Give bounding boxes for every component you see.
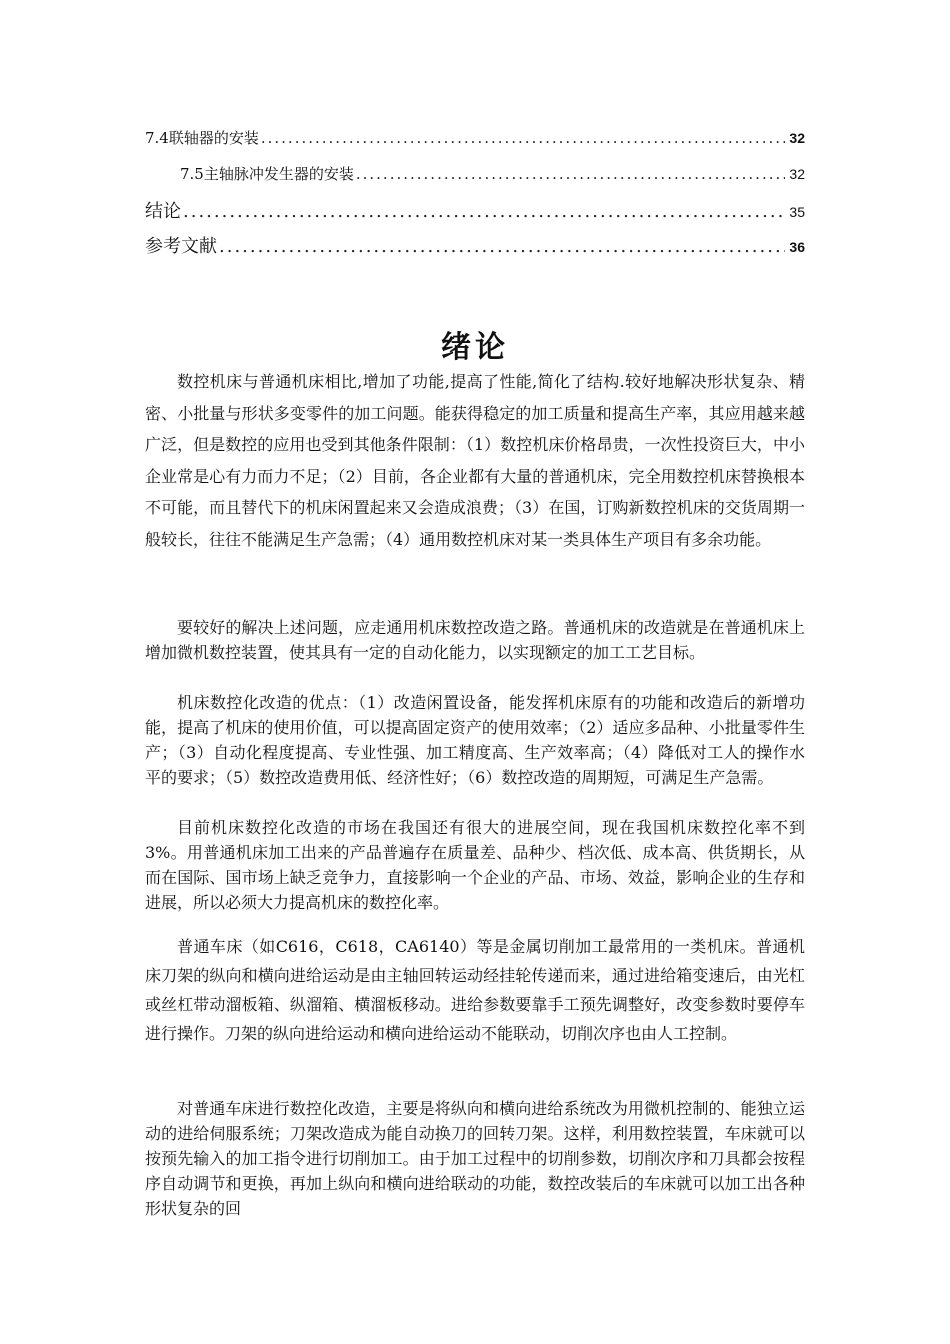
- body-paragraph-5: 普通车床（如C616，C618，CA6140）等是金属切削加工最常用的一类机床。普通机床刀架的纵向和横向进给运动是由主轴回转运动经挂轮传递而来，通过进给箱变速后，由光杠或丝杠带动溜板箱、纵溜箱、横溜板移动。进给参数要靠手工预先调整好，改变参数时要停车进行操作。刀架的纵向进给运动和横向进给运动不能联动，切削次序也由人工控制。: [145, 937, 805, 1043]
- toc-page-number: 32: [789, 130, 805, 146]
- toc-leader-dots: [183, 201, 785, 222]
- body-paragraph-6: 对普通车床进行数控化改造，主要是将纵向和横向进给系统改为用微机控制的、能独立运动的进给伺服系统；刀架改造成为能自动换刀的回转刀架。这样，利用数控装置，车床就可以按预先输入的加工指令进行切削加工。由于加工过程中的切削参数，切削次序和刀具都会按程序自动调节和更换，再加上纵向和横向进给联动的功能，数控改装后的车床就可以加工出各种形状复杂的回: [145, 1099, 805, 1218]
- toc-page-number: 35: [789, 204, 805, 220]
- toc-entry-7-5[interactable]: [180, 163, 805, 184]
- toc-entry-conclusion[interactable]: [145, 197, 805, 223]
- body-paragraph-3: 机床数控化改造的优点：（1）改造闲置设备，能发挥机床原有的功能和改造后的新增功能，提高了机床的使用价值，可以提高固定资产的使用效率；（2）适应多品种、小批量零件生产；（3）自动化程度提高、专业性强、加工精度高、生产效率高；（4）降低对工人的操作水平的要求；（5）数控改造费用低、经济性好；（6）数控改造的周期短，可满足生产急需。: [145, 693, 805, 787]
- toc-leader-dots: [219, 236, 785, 257]
- body-paragraph-4: 目前机床数控化改造的市场在我国还有很大的进展空间，现在我国机床数控化率不到3%。用普通机床加工出来的产品普遍存在质量差、品种少、档次低、成本高、供货期长，从而在国际、国市场上缺乏竞争力，直接影响一个企业的产品、市场、效益，影响企业的生存和进展，所以必须大力提高机床的数控化率。: [145, 818, 805, 912]
- section-title: 绪论: [441, 330, 509, 365]
- toc-page-number: 32: [789, 166, 805, 182]
- toc-page-number: 36: [789, 239, 805, 255]
- toc-entry-7-4[interactable]: [145, 127, 805, 148]
- toc-label: 结论: [145, 201, 181, 222]
- toc-leader-dots: [356, 165, 786, 183]
- toc-label: 7.4联轴器的安装: [145, 129, 259, 147]
- body-paragraph-1: 数控机床与普通机床相比,增加了功能,提高了性能,简化了结构.较好地解决形状复杂、精密、小批量与形状多变零件的加工问题。能获得稳定的加工质量和提高生产率，其应用越来越广泛，但是数控的应用也受到其他条件限制：（1）数控机床价格昂贵，一次性投资巨大，中小企业常是心有力而力不足；（2）目前，各企业都有大量的普通机床，完全用数控机床替换根本不可能，而且替代下的机床闲置起来又会造成浪费；（3）在国，订购新数控机床的交货周期一般较长，往往不能满足生产急需；（4）通用数控机床对某一类具体生产项目有多余功能。: [145, 372, 805, 549]
- toc-leader-dots: [261, 129, 786, 147]
- toc-label: 参考文献: [145, 236, 217, 257]
- toc-entry-references[interactable]: [145, 232, 805, 258]
- body-paragraph-2: 要较好的解决上述问题，应走通用机床数控改造之路。普通机床的改造就是在普通机床上增加微机数控装置，使其具有一定的自动化能力，以实现额定的加工工艺目标。: [145, 618, 805, 662]
- toc-label: 7.5主轴脉冲发生器的安装: [180, 165, 354, 183]
